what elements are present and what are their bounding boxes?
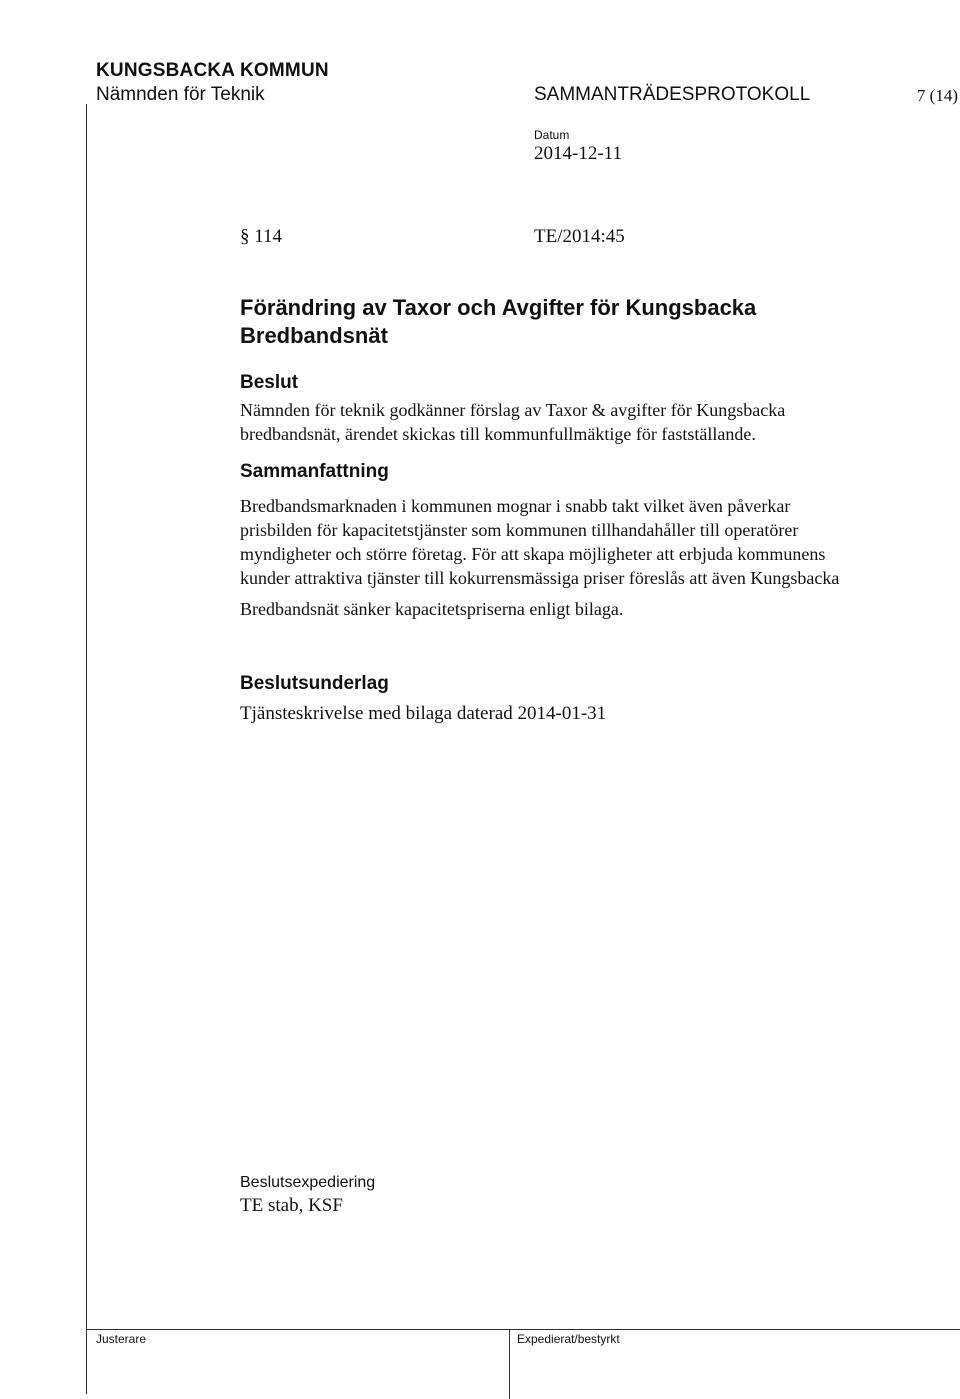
sammanfattning-heading: Sammanfattning [240,461,389,482]
left-margin-rule [86,104,87,1394]
expediering-label: Beslutsexpediering [240,1174,376,1191]
sammanfattning-line: myndigheter och större företag. För att skapa möjligheter att erbjuda kommunens [240,544,826,564]
justerare-label: Justerare [96,1332,147,1346]
beslut-line: Nämnden för teknik godkänner förslag av Taxor & avgifter för Kungsbacka [240,400,786,420]
sammanfattning-line: Bredbandsmarknaden i kommunen mognar i snabb takt vilket även påverkar [240,496,791,516]
date-label: Datum [534,128,570,142]
expediering-value: TE stab, KSF [240,1195,343,1216]
organization-name: KUNGSBACKA KOMMUN [96,60,329,81]
sammanfattning-line: prisbilden för kapacitetstjänster som kommunen tillhandahåller till operatörer [240,520,799,540]
footer-divider [509,1329,510,1399]
footer-rule [86,1329,960,1330]
beslutsunderlag-text: Tjänsteskrivelse med bilaga daterad 2014-01-31 [240,703,607,724]
meeting-date: 2014-12-11 [534,143,622,164]
beslutsunderlag-heading: Beslutsunderlag [240,673,389,694]
page-number: 7 (14) [916,86,958,105]
case-number: TE/2014:45 [534,226,625,247]
item-title: Förändring av Taxor och Avgifter för Kungsbacka Bredbandsnät [240,295,757,348]
beslut-line: bredbandsnät, ärendet skickas till kommunfullmäktige för fastställande. [240,424,756,444]
beslut-text [240,398,785,446]
beslut-heading: Beslut [240,372,299,393]
committee-name: Nämnden för Teknik [96,84,265,105]
sammanfattning-line: kunder attraktiva tjänster till kokurrensmässiga priser föreslås att även Kungsbacka [240,568,840,588]
expedierat-label: Expedierat/bestyrkt [517,1332,620,1346]
sammanfattning-last-line: Bredbandsnät sänker kapacitetspriserna enligt bilaga. [240,599,624,619]
sammanfattning-text [240,494,839,590]
document-type: SAMMANTRÄDESPROTOKOLL [534,84,811,105]
paragraph-number: § 114 [240,226,283,247]
